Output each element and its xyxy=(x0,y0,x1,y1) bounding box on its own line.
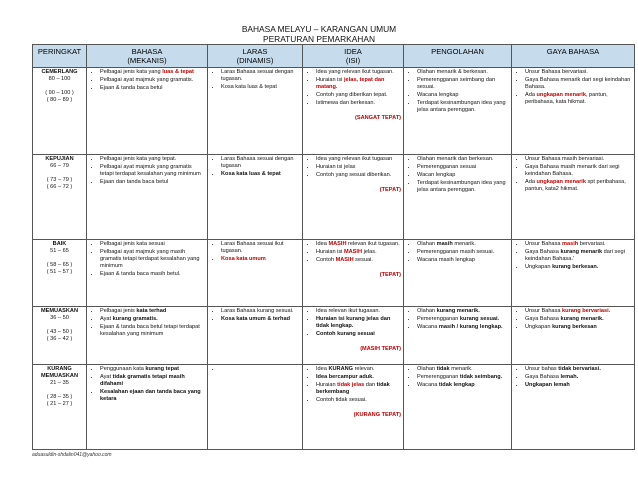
marking-scheme-table xyxy=(32,44,635,450)
idea-cell xyxy=(303,68,404,155)
level-cell xyxy=(33,307,87,365)
idea-item: • Idea bercampur aduk. xyxy=(316,374,401,381)
gaya-cell xyxy=(512,365,635,450)
pengolahan-item: • Olahan menarik dan berkesan. xyxy=(417,156,509,163)
bahasa-list xyxy=(89,241,205,278)
pengolahan-cell xyxy=(404,155,512,240)
bahasa-item: • Pelbagai ayat majmuk yang gramatis. xyxy=(100,77,205,84)
level-row xyxy=(33,155,635,240)
pengolahan-item: • Wacana masih lengkap xyxy=(417,257,509,264)
pengolahan-item: • Wacana masih / kurang lengkap. xyxy=(417,324,509,331)
laras-item: • Kosa kata umum xyxy=(221,256,300,263)
pengolahan-item: • Pemerengganan sesuai xyxy=(417,164,509,171)
level-sub1: ( 58 – 65 ) xyxy=(46,262,73,268)
idea-cell xyxy=(303,365,404,450)
level-range: 66 – 79 xyxy=(50,163,69,169)
header-bahasa: BAHASA (MEKANIS) xyxy=(87,45,208,68)
level-range: 21 – 35 xyxy=(50,380,69,386)
bahasa-item: • Ayat kurang gramatis. xyxy=(100,316,205,323)
pengolahan-list xyxy=(406,366,509,389)
level-name: KURANG MEMUASKAN xyxy=(41,366,78,379)
level-row xyxy=(33,307,635,365)
bahasa-cell xyxy=(87,365,208,450)
gaya-list xyxy=(514,308,632,331)
level-cell xyxy=(33,365,87,450)
gaya-item: • Unsur Bahasa masih bervariasi. xyxy=(525,241,632,248)
gaya-list xyxy=(514,69,632,106)
level-row xyxy=(33,240,635,307)
laras-cell xyxy=(208,307,303,365)
laras-item: • Laras Bahasa sesuai dengan tugasan. xyxy=(221,69,300,83)
gaya-cell xyxy=(512,155,635,240)
idea-item: • Idea yang relevan ikut tugasan xyxy=(316,156,401,163)
gaya-item: • Unsur Bahasa bervariasi. xyxy=(525,69,632,76)
idea-rating-note: (TEPAT) xyxy=(379,187,401,193)
gaya-item: • Ungkapan kurang berkesan xyxy=(525,324,632,331)
idea-list xyxy=(305,241,401,264)
bahasa-cell xyxy=(87,155,208,240)
document-subtitle: PERATURAN PEMARKAHAN xyxy=(263,34,375,44)
level-range: 80 – 100 xyxy=(48,76,71,82)
idea-item: • Contoh kurang sesuai xyxy=(316,331,401,338)
level-name: MEMUASKAN xyxy=(41,308,78,314)
pengolahan-list xyxy=(406,241,509,264)
idea-cell xyxy=(303,307,404,365)
idea-rating-note: (SANGAT TEPAT) xyxy=(355,115,401,121)
level-cell xyxy=(33,155,87,240)
idea-cell xyxy=(303,155,404,240)
gaya-item: • Unsur Bahasa kurang bervariasi. xyxy=(525,308,632,315)
bahasa-item: • Ejaan dan tanda baca betul xyxy=(100,179,205,186)
idea-list xyxy=(305,366,401,404)
idea-item: • Contoh MASIH sesuai. xyxy=(316,257,401,264)
gaya-item: • Gaya Bahasa masih menarik dari segi keindahan Bahasa. xyxy=(525,164,632,178)
laras-cell xyxy=(208,68,303,155)
laras-list xyxy=(210,241,300,263)
laras-item: • Kosa kata luas & tepat xyxy=(221,171,300,178)
gaya-item: • Gaya Bahasa kurang menarik dari segi keindahan Bahasa.' xyxy=(525,249,632,263)
pengolahan-item: • Wacana lengkap xyxy=(417,92,509,99)
laras-item: • Laras Bahasa sesuai dengan tugasan xyxy=(221,156,300,170)
level-sub1: ( 28 – 35 ) xyxy=(46,394,73,400)
idea-list xyxy=(305,156,401,179)
header-peringkat: PERINGKAT xyxy=(33,45,87,68)
gaya-item: • Unsur bahas tidak bervariasi. xyxy=(525,366,632,373)
idea-rating-note: (KURANG TEPAT) xyxy=(353,412,401,418)
pengolahan-item: • Pemerengganan tidak seimbang. xyxy=(417,374,509,381)
bahasa-item: • Ejaan & tanda baca betul tetapi terdapat kesalahan yang minimum xyxy=(100,324,205,338)
bahasa-item: • Pelbagai jenis kata terhad xyxy=(100,308,205,315)
header-pengolahan: PENGOLAHAN xyxy=(404,45,512,68)
gaya-item: • Gaya Bahasa menarik dari segi keindahan Bahasa. xyxy=(525,77,632,91)
idea-item: • Idea MASIH relevan ikut tugasan. xyxy=(316,241,401,248)
level-sub2: ( 66 – 72 ) xyxy=(46,184,73,190)
idea-item: • Idea KURANG relevan. xyxy=(316,366,401,373)
laras-item xyxy=(221,366,300,373)
pengolahan-cell xyxy=(404,365,512,450)
pengolahan-item: • Olahan tidak menarik. xyxy=(417,366,509,373)
footer-email: aduasuldin-shdalin041@yahoo.com xyxy=(32,452,112,458)
bahasa-item: • Penggunaan kata kurang tepat xyxy=(100,366,205,373)
pengolahan-list xyxy=(406,308,509,331)
document-header xyxy=(0,24,638,44)
idea-item: • Istimewa dan berkesan. xyxy=(316,100,401,107)
level-cell xyxy=(33,240,87,307)
level-cell xyxy=(33,68,87,155)
document-title: BAHASA MELAYU – KARANGAN UMUM xyxy=(241,24,397,34)
gaya-item: • Gaya Bahasa kurang menarik. xyxy=(525,316,632,323)
idea-cell xyxy=(303,240,404,307)
level-range: 51 – 65 xyxy=(50,248,69,254)
gaya-list xyxy=(514,241,632,271)
idea-item: • Huraian isi jelas, tepat dan matang. xyxy=(316,77,401,91)
pengolahan-list xyxy=(406,156,509,194)
gaya-list xyxy=(514,156,632,193)
idea-item: • Huraian isi MASIH jelas. xyxy=(316,249,401,256)
pengolahan-item: • Olahan kurang menarik. xyxy=(417,308,509,315)
bahasa-list xyxy=(89,308,205,338)
bahasa-list xyxy=(89,156,205,186)
pengolahan-list xyxy=(406,69,509,114)
gaya-list xyxy=(514,366,632,389)
idea-rating-note: (MASIH TEPAT) xyxy=(360,346,401,352)
pengolahan-cell xyxy=(404,240,512,307)
laras-list xyxy=(210,366,300,373)
laras-cell xyxy=(208,365,303,450)
pengolahan-item: • Olahan masih menarik. xyxy=(417,241,509,248)
bahasa-item: • Pelbagai jenis kata sesuai xyxy=(100,241,205,248)
laras-list xyxy=(210,69,300,91)
gaya-item: • Ungkapan lemah xyxy=(525,382,632,389)
laras-cell xyxy=(208,240,303,307)
pengolahan-item: • Terdapat kesinambungan idea yang jelas antara perenggan. xyxy=(417,180,509,194)
laras-item: • Laras Bahasa sesuai ikut tugasan. xyxy=(221,241,300,255)
bahasa-item: • Pelbagai jenis kata yang luas & tepat xyxy=(100,69,205,76)
pengolahan-item: • Pemerengganan seimbang dan sesuai. xyxy=(417,77,509,91)
header-idea: IDEA (ISI) xyxy=(303,45,404,68)
idea-item: • Idea yang relevan ikut tugasan. xyxy=(316,69,401,76)
pengolahan-item: • Pemerengganan masih sesuai. xyxy=(417,249,509,256)
level-sub2: ( 36 – 42 ) xyxy=(46,336,73,342)
level-sub1: ( 90 – 100 ) xyxy=(45,90,74,96)
level-row xyxy=(33,68,635,155)
pengolahan-item: • Wacana tidak lengkap xyxy=(417,382,509,389)
bahasa-list xyxy=(89,69,205,92)
idea-list xyxy=(305,308,401,338)
idea-item: • Idea relevan ikut tugasan. xyxy=(316,308,401,315)
bahasa-item: • Pelbagai ayat majmuk yang masih gramatis tetapi terdapat kesalahan yang minimum xyxy=(100,249,205,270)
level-sub2: ( 80 – 89 ) xyxy=(46,97,73,103)
bahasa-cell xyxy=(87,68,208,155)
laras-list xyxy=(210,308,300,323)
pengolahan-item: • Pemerengganan kurang sesuai. xyxy=(417,316,509,323)
gaya-cell xyxy=(512,307,635,365)
level-sub2: ( 51 – 57 ) xyxy=(46,269,73,275)
bahasa-cell xyxy=(87,307,208,365)
level-sub1: ( 73 – 79 ) xyxy=(46,177,73,183)
header-gaya-bahasa: GAYA BAHASA xyxy=(512,45,635,68)
idea-item: • Huraian isi kurang jelas dan tidak lengkap. xyxy=(316,316,401,330)
idea-item: • Contoh yang sesuai diberikan. xyxy=(316,172,401,179)
level-range: 36 – 50 xyxy=(50,315,69,321)
laras-item: • Laras Bahasa kurang sesuai. xyxy=(221,308,300,315)
laras-item: • Kosa kata umum & terhad xyxy=(221,316,300,323)
bahasa-item: • Ayat tidak gramatis tetapi masih difahami xyxy=(100,374,205,388)
gaya-cell xyxy=(512,68,635,155)
gaya-item: • Ada ungkapan menarik, pantun, peribahasa, kata hikmat. xyxy=(525,92,632,106)
gaya-item: • Gaya Bahasa lemah. xyxy=(525,374,632,381)
level-sub2: ( 21 – 27 ) xyxy=(46,401,73,407)
pengolahan-item: • Olahan menarik & berkesan. xyxy=(417,69,509,76)
gaya-item: • Ungkapan kurang berkesan. xyxy=(525,264,632,271)
bahasa-cell xyxy=(87,240,208,307)
idea-item: • Huraian isi jelas xyxy=(316,164,401,171)
gaya-item: • Ada ungkapan menarik spt peribahasa, pantun, kata2 hikmat. xyxy=(525,179,632,193)
idea-item: • Contoh yang diberikan tepat. xyxy=(316,92,401,99)
bahasa-item: • Kesalahan ejaan dan tanda baca yang ketara xyxy=(100,389,205,403)
bahasa-list xyxy=(89,366,205,403)
header-row xyxy=(33,45,635,68)
laras-item: • Kosa kata luas & tepat xyxy=(221,84,300,91)
idea-list xyxy=(305,69,401,107)
level-row xyxy=(33,365,635,450)
bahasa-item: • Ejaan & tanda baca masih betul. xyxy=(100,271,205,278)
level-name: KEPUJIAN xyxy=(45,156,74,162)
bahasa-item: • Pelbagai jenis kata yang tepat. xyxy=(100,156,205,163)
bahasa-item: • Ejaan & tanda baca betul xyxy=(100,85,205,92)
pengolahan-cell xyxy=(404,307,512,365)
pengolahan-cell xyxy=(404,68,512,155)
idea-item: • Contoh tidak sesuai. xyxy=(316,397,401,404)
laras-cell xyxy=(208,155,303,240)
idea-item: • Huraian tidak jelas dan tidak berkembang xyxy=(316,382,401,396)
gaya-cell xyxy=(512,240,635,307)
level-name: CEMERLANG xyxy=(41,69,78,75)
pengolahan-item: • Wacan lengkap xyxy=(417,172,509,179)
header-laras: LARAS (DINAMIS) xyxy=(208,45,303,68)
gaya-item: • Unsur Bahasa masih bervariasi. xyxy=(525,156,632,163)
pengolahan-item: • Terdapat kesinambungan idea yang jelas antara perenggan. xyxy=(417,100,509,114)
level-name: BAIK xyxy=(52,241,67,247)
bahasa-item: • Pelbagai ayat majmuk yang gramatis tetapi terdapat kesalahan yang minimum xyxy=(100,164,205,178)
laras-list xyxy=(210,156,300,178)
level-sub1: ( 43 – 50 ) xyxy=(46,329,73,335)
idea-rating-note: (TEPAT) xyxy=(379,272,401,278)
